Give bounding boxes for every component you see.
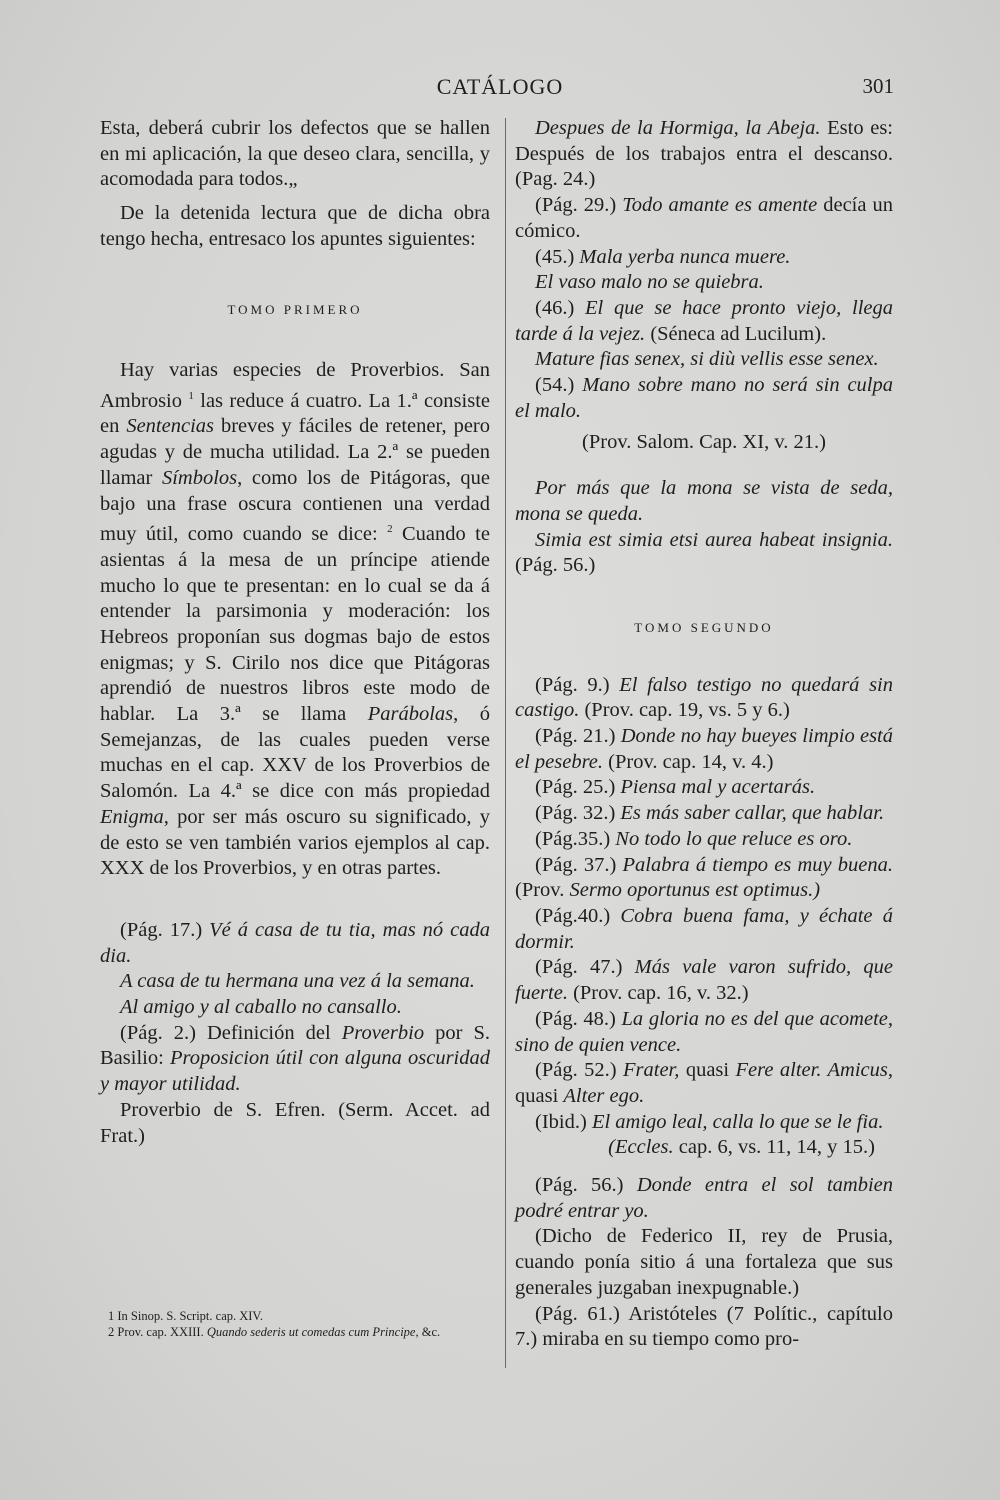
footnote-marker: 2 [387,523,393,536]
paragraph: Hay varias especies de Proverbios. San Ambrosio $^1$ las reduce á cuatro. La 1.ª consiste en Sentencias breves y fáciles de retener, pero agudas y de mucha utilidad. La 2.ª se pueden llamar Símbolos, como los de Pitágoras, que bajo una frase oscura contienen una verdad muy útil, como cuando se dice: $^2$ Cuando te asientas á la mesa de un príncipe atiende mucho lo que te presentan: en lo cual se da á entender la parsimonia y moderación: los Hebreos proponían sus dogmas bajo de estos enigmas; y S. Cirilo nos dice que Pitágoras aprendió de nuestros libros este modo de hablar. La 3.ª se llama Parábolas, ó Semejanzas, de las cuales pueden verse muchas en el cap. XXV de los Proverbios de Salomón. La 4.ª se dice con más propiedad Enigma, por ser más oscuro su significado, y de esto se ven también varios ejemplos al cap. XXX de los Proverbios, y en otras partes. [100,359,491,880]
proverb-entry: Al amigo y al caballo no cansallo. [120,996,402,1019]
proverb-entry: Por más que la mona se vista de seda, mona se queda. [515,477,893,525]
proverb-entry: (Pág. 48.) La gloria no es del que acomete, sino de quien vence. [515,1007,893,1056]
proverb-entry: (46.) El que se hace pronto viejo, llega tarde á la vejez. (Séneca ad Lucilum). [515,296,893,345]
footnote: 2 Prov. cap. XXIII. Quando sederis ut comedas cum Principe, &c. [108,1325,441,1339]
proverb-entry: Proverbio de S. Efren. (Serm. Accet. ad Frat.) [100,1098,490,1147]
citation: (Eccles. cap. 6, vs. 11, 14, y 15.) [608,1136,875,1159]
paragraph: De la detenida lectura que de dicha obra tengo hecha, entresaco los apuntes siguientes: [100,202,490,250]
left-column [100,116,490,1149]
proverb-entry: (Pág.40.) Cobra buena fama, y échate á dormir. [515,904,894,953]
proverb-entry: (Pág. 25.) Piensa mal y acertarás. [535,776,816,799]
footnote-marker: 1 [188,389,194,402]
proverb-entry: (54.) Mano sobre mano no será sin culpa el malo. [515,374,894,422]
proverb-entry: (Dicho de Federico II, rey de Prusia, cuando ponía sitio á una fortaleza que sus generales juzgaban inexpugnable.) [515,1225,893,1299]
proverb-entry: (Pág. 29.) Todo amante es amente decía un cómico. [515,194,893,242]
proverb-entry: Despues de la Hormiga, la Abeja. Esto es: Después de los trabajos entra el descanso. (Pag. 24.) [515,117,893,191]
proverb-entry: (Pág. 32.) Es más saber callar, que hablar. [535,802,885,825]
footnotes [100,1308,490,1340]
footnote: 1 In Sinop. S. Script. cap. XIV. [108,1309,263,1323]
column-divider [505,118,506,1368]
proverb-entry: (Pág. 21.) Donde no hay bueyes limpio está el pesebre. (Prov. cap. 14, v. 4.) [515,725,893,773]
proverb-entry: (Pág. 61.) Aristóteles (7 Polític., capítulo 7.) miraba en su tiempo como pro- [515,1302,893,1351]
section-heading: TOMO PRIMERO [227,301,363,317]
proverb-entry: (Pág. 47.) Más vale varon sufrido, que fuerte. (Prov. cap. 16, v. 32.) [515,956,893,1005]
proverb-entry: (Ibid.) El amigo leal, calla lo que se le fia. [535,1110,884,1133]
proverb-entry: (Pág. 37.) Palabra á tiempo es muy buena. (Prov. Sermo oportunus est optimus.) [515,853,893,902]
proverb-entry: A casa de tu hermana una vez á la semana. [120,970,475,993]
page-header [0,74,1000,106]
proverb-entry: (Pág. 9.) El falso testigo no quedará sin castigo. (Prov. cap. 19, vs. 5 y 6.) [515,673,893,722]
proverb-entry: (Pág. 52.) Frater, quasi Fere alter. Amicus, quasi Alter ego. [515,1059,893,1107]
proverb-entry: Simia est simia etsi aurea habeat insignia. (Pág. 56.) [515,528,893,577]
proverb-entry: (Pág. 17.) Vé á casa de tu tia, mas nó cada dia. [100,918,491,967]
citation: (Prov. Salom. Cap. XI, v. 21.) [582,431,826,454]
section-heading: TOMO SEGUNDO [634,619,774,635]
proverb-entry: El vaso malo no se quiebra. [535,271,764,294]
proverb-entry: (Pág.35.) No todo lo que reluce es oro. [535,827,853,850]
page-number: 301 [862,74,894,98]
proverb-entry: (Pág. 56.) Donde entra el sol tambien podré entrar yo. [515,1174,893,1222]
paragraph: Esta, deberá cubrir los defectos que se hallen en mi aplicación, la que deseo clara, sencilla, y acomodada para todos.„ [100,117,490,191]
proverb-entry: (45.) Mala yerba nunca muere. [535,245,791,268]
running-title: CATÁLOGO [436,74,564,99]
right-column [515,116,893,1353]
proverb-entry: Mature fias senex, si diù vellis esse senex. [535,348,879,371]
proverb-entry: (Pág. 2.) Definición del Proverbio por S. Basilio: Proposicion útil con alguna oscuridad y mayor utilidad. [100,1021,490,1096]
